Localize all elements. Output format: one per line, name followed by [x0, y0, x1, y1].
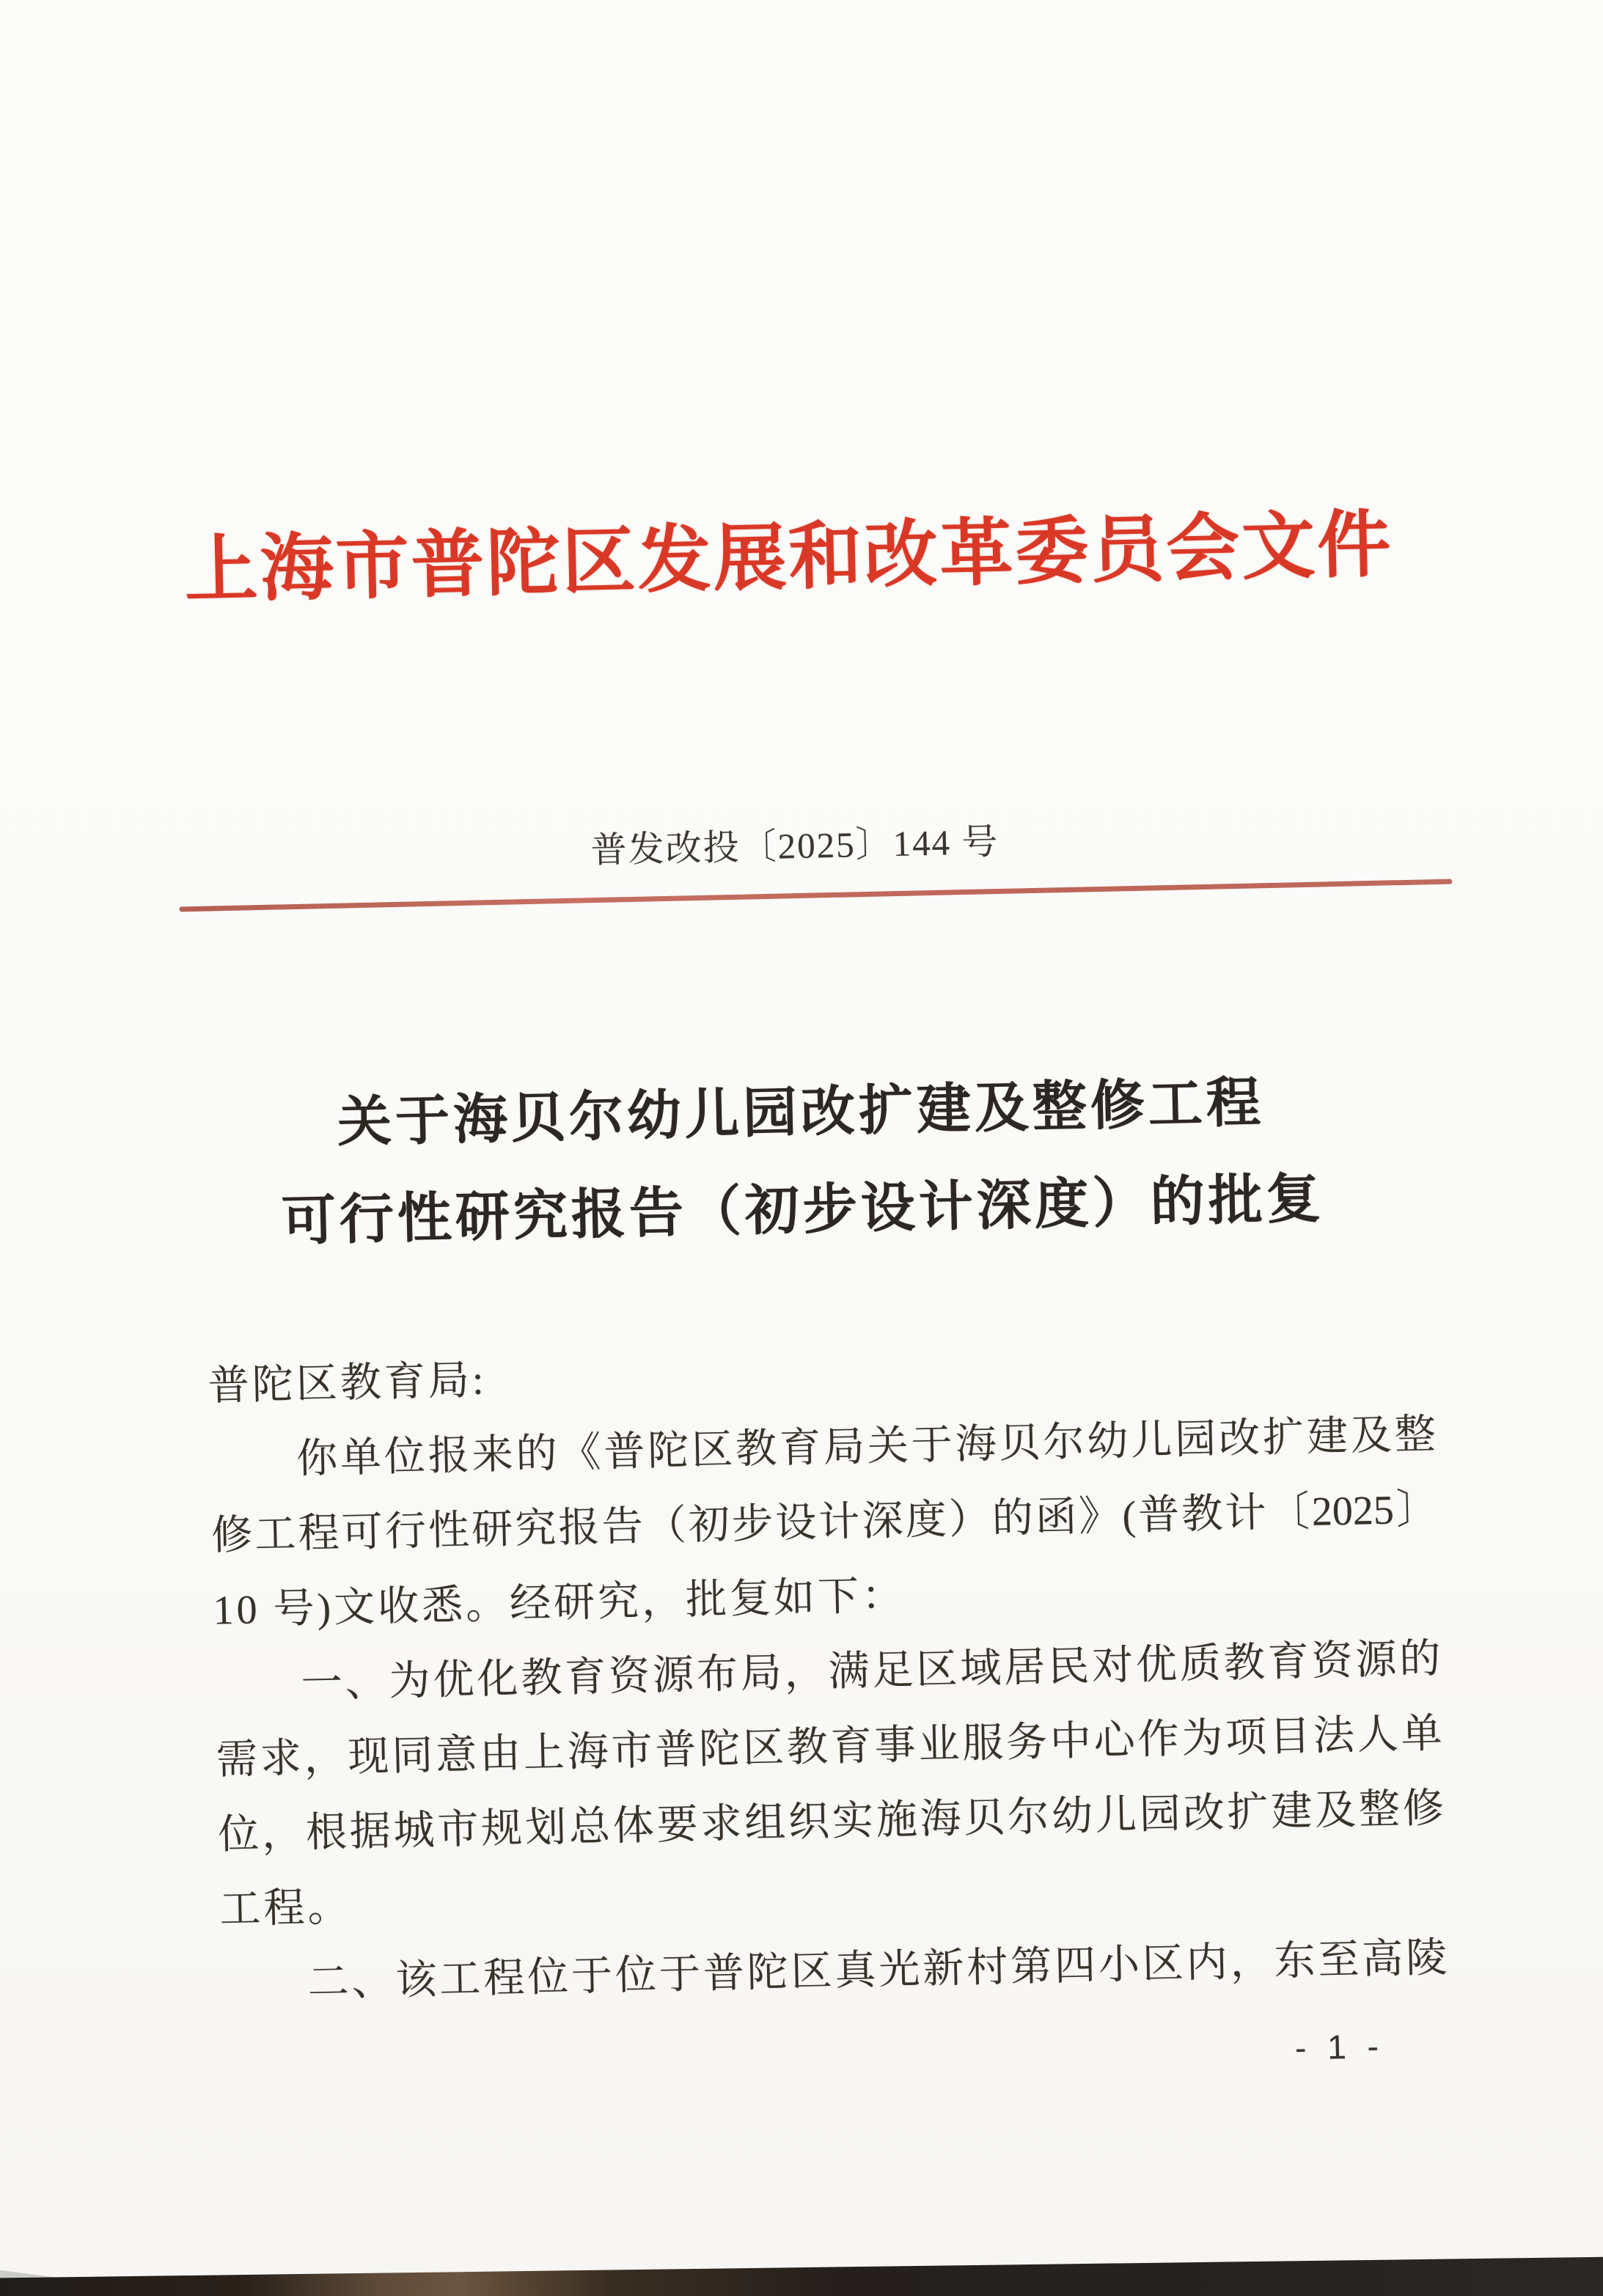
agency-header-title: 上海市普陀区发展和改革委员会文件 [183, 504, 1394, 612]
body-line: 需求，现同意由上海市普陀区教育事业服务中心作为项目法人单 [216, 1711, 1443, 1783]
document-title-line-2: 可行性研究报告（初步设计深度）的批复 [281, 1169, 1325, 1252]
page-number: - 1 - [1294, 2026, 1385, 2067]
document-title-line-1: 关于海贝尔幼儿园改扩建及整修工程 [337, 1073, 1265, 1153]
body-line: 10 号)文收悉。经研究，批复如下： [212, 1573, 906, 1634]
document-title [0, 1047, 1603, 1277]
body-line: 修工程可行性研究报告（初步设计深度）的函》(普教计〔2025〕 [210, 1486, 1438, 1559]
salutation-line: 普陀区教育局: [208, 1357, 488, 1409]
body-line: 位，根据城市规划总体要求组织实施海贝尔幼儿园改扩建及整修 [217, 1786, 1445, 1858]
body-line: 你单位报来的《普陀区教育局关于海贝尔幼儿园改扩建及整 [296, 1412, 1437, 1483]
body-line: 一、为优化教育资源布局，满足区域居民对优质教育资源的 [301, 1636, 1442, 1707]
document-number: 普发改投〔2025〕144 号 [590, 821, 999, 871]
body-line: 二、该工程位于位于普陀区真光新村第四小区内，东至高陵 [307, 1935, 1448, 2006]
document-body [208, 1322, 1448, 2022]
red-separator-line [180, 879, 1453, 912]
body-line: 工程。 [219, 1884, 353, 1933]
